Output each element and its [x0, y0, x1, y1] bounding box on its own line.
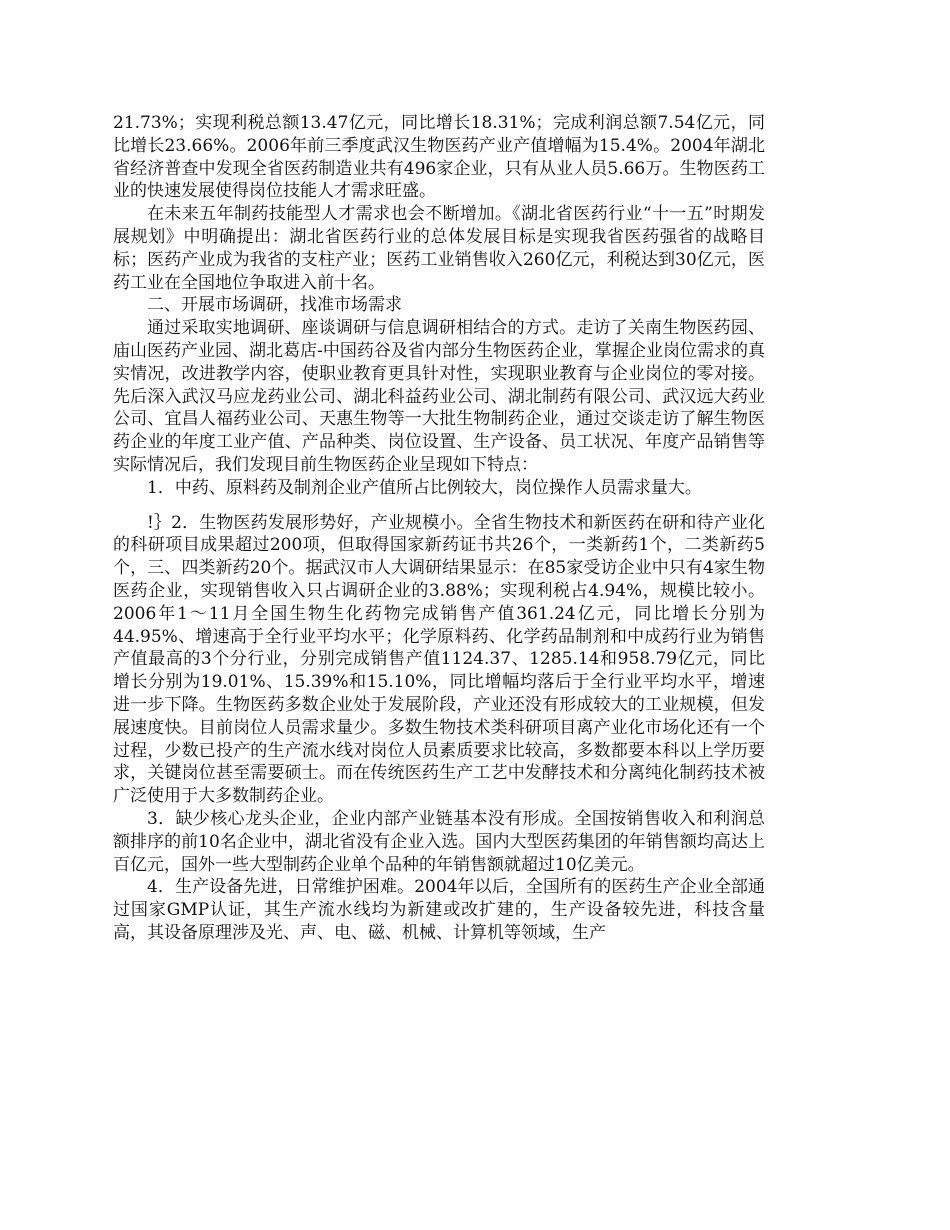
list-item-feature-4: 4．生产设备先进，日常维护困难。2004年以后，全国所有的医药生产企业全部通过国家GMP认证，其生产流水线均为新建或改扩建的，生产设备较先进，科技含量高，其设备原理涉及光、声、电、磁、机械、计算机等领域，生产: [113, 877, 765, 943]
document-page: [113, 112, 765, 945]
list-item-feature-1: 1．中药、原料药及制剂企业产值所占比例较大，岗位操作人员需求量大。: [147, 477, 702, 498]
paragraph-five-year-demand: 在未来五年制药技能型人才需求也会不断增加。《湖北省医药行业“十一五”时期发展规划》中明确提出：湖北省医药行业的总体发展目标是实现我省医药强省的战略目标；医药产业成为我省的支柱产业；医药工业销售收入260亿元，利税达到30亿元，医药工业在全国地位争取进入前十名。: [113, 204, 765, 293]
list-item-feature-3: 3．缺少核心龙头企业，企业内部产业链基本没有形成。全国按销售收入和利润总额排序的前10名企业中，湖北省没有企业入选。国内大型医药集团的年销售额均高达上百亿元，国外一些大型制药企业单个品种的年销售额就超过10亿美元。: [113, 808, 765, 875]
list-item-feature-2: !｝2．生物医药发展形势好，产业规模小。全省生物技术和新医药在研和待产业化的科研项目成果超过200项，但取得国家新药证书共26个，一类新药1个，二类新药5个，三、四类新药20个。据武汉市人大调研结果显示：在85家受访企业中只有4家生物医药企业，实现销售收入只占调研企业的3.88%；实现利税占4.94%，规模比较小。2006年1～11月全国生物生化药物完成销售产值361.24亿元，同比增长分别为44.95%、增速高于全行业平均水平；化学原料药、化学药品制剂和中成药行业为销售产值最高的3个分行业，分别完成销售产值1124.37、1285.14和958.79亿元，同比增长分别为19.01%、15.39%和15.10%，同比增幅均落后于全行业平均水平，增速进一步下降。生物医药多数企业处于发展阶段，产业还没有形成较大的工业规模，但发展速度快。目前岗位人员需求量少。多数生物技术类科研项目离产业化市场化还有一个过程，少数已投产的生产流水线对岗位人员素质要求比较高，多数都要本科以上学历要求，关键岗位甚至需要硕士。而在传统医药生产工艺中发酵技术和分离纯化制药技术被广泛使用于大多数制药企业。: [113, 512, 765, 807]
paragraph-statistics-continued: 21.73%；实现利税总额13.47亿元，同比增长18.31%；完成利润总额7.54亿元，同比增长23.66%。2006年前三季度武汉生物医药产业产值增幅为15.4%。2004年湖北省经济普查中发现全省医药制造业共有496家企业，只有从业人员5.66万。生物医药工业的快速发展使得岗位技能人才需求旺盛。: [113, 113, 765, 202]
paragraph-research-method: 通过采取实地调研、座谈调研与信息调研相结合的方式。走访了关南生物医药园、庙山医药产业园、湖北葛店-中国药谷及省内部分生物医药企业，掌握企业岗位需求的真实情况，改进教学内容，使职业教育更具针对性，实现职业教育与企业岗位的零对接。先后深入武汉马应龙药业公司、湖北科益药业公司、湖北制药有限公司、武汉远大药业公司、宜昌人福药业公司、天惠生物等一大批生物制药企业，通过交谈走访了解生物医药企业的年度工业产值、产品种类、岗位设置、生产设备、员工状况、年度产品销售等实际情况后，我们发现目前生物医药企业呈现如下特点：: [113, 318, 765, 475]
section-heading-market-research: 二、开展市场调研，找准市场需求: [147, 295, 402, 316]
